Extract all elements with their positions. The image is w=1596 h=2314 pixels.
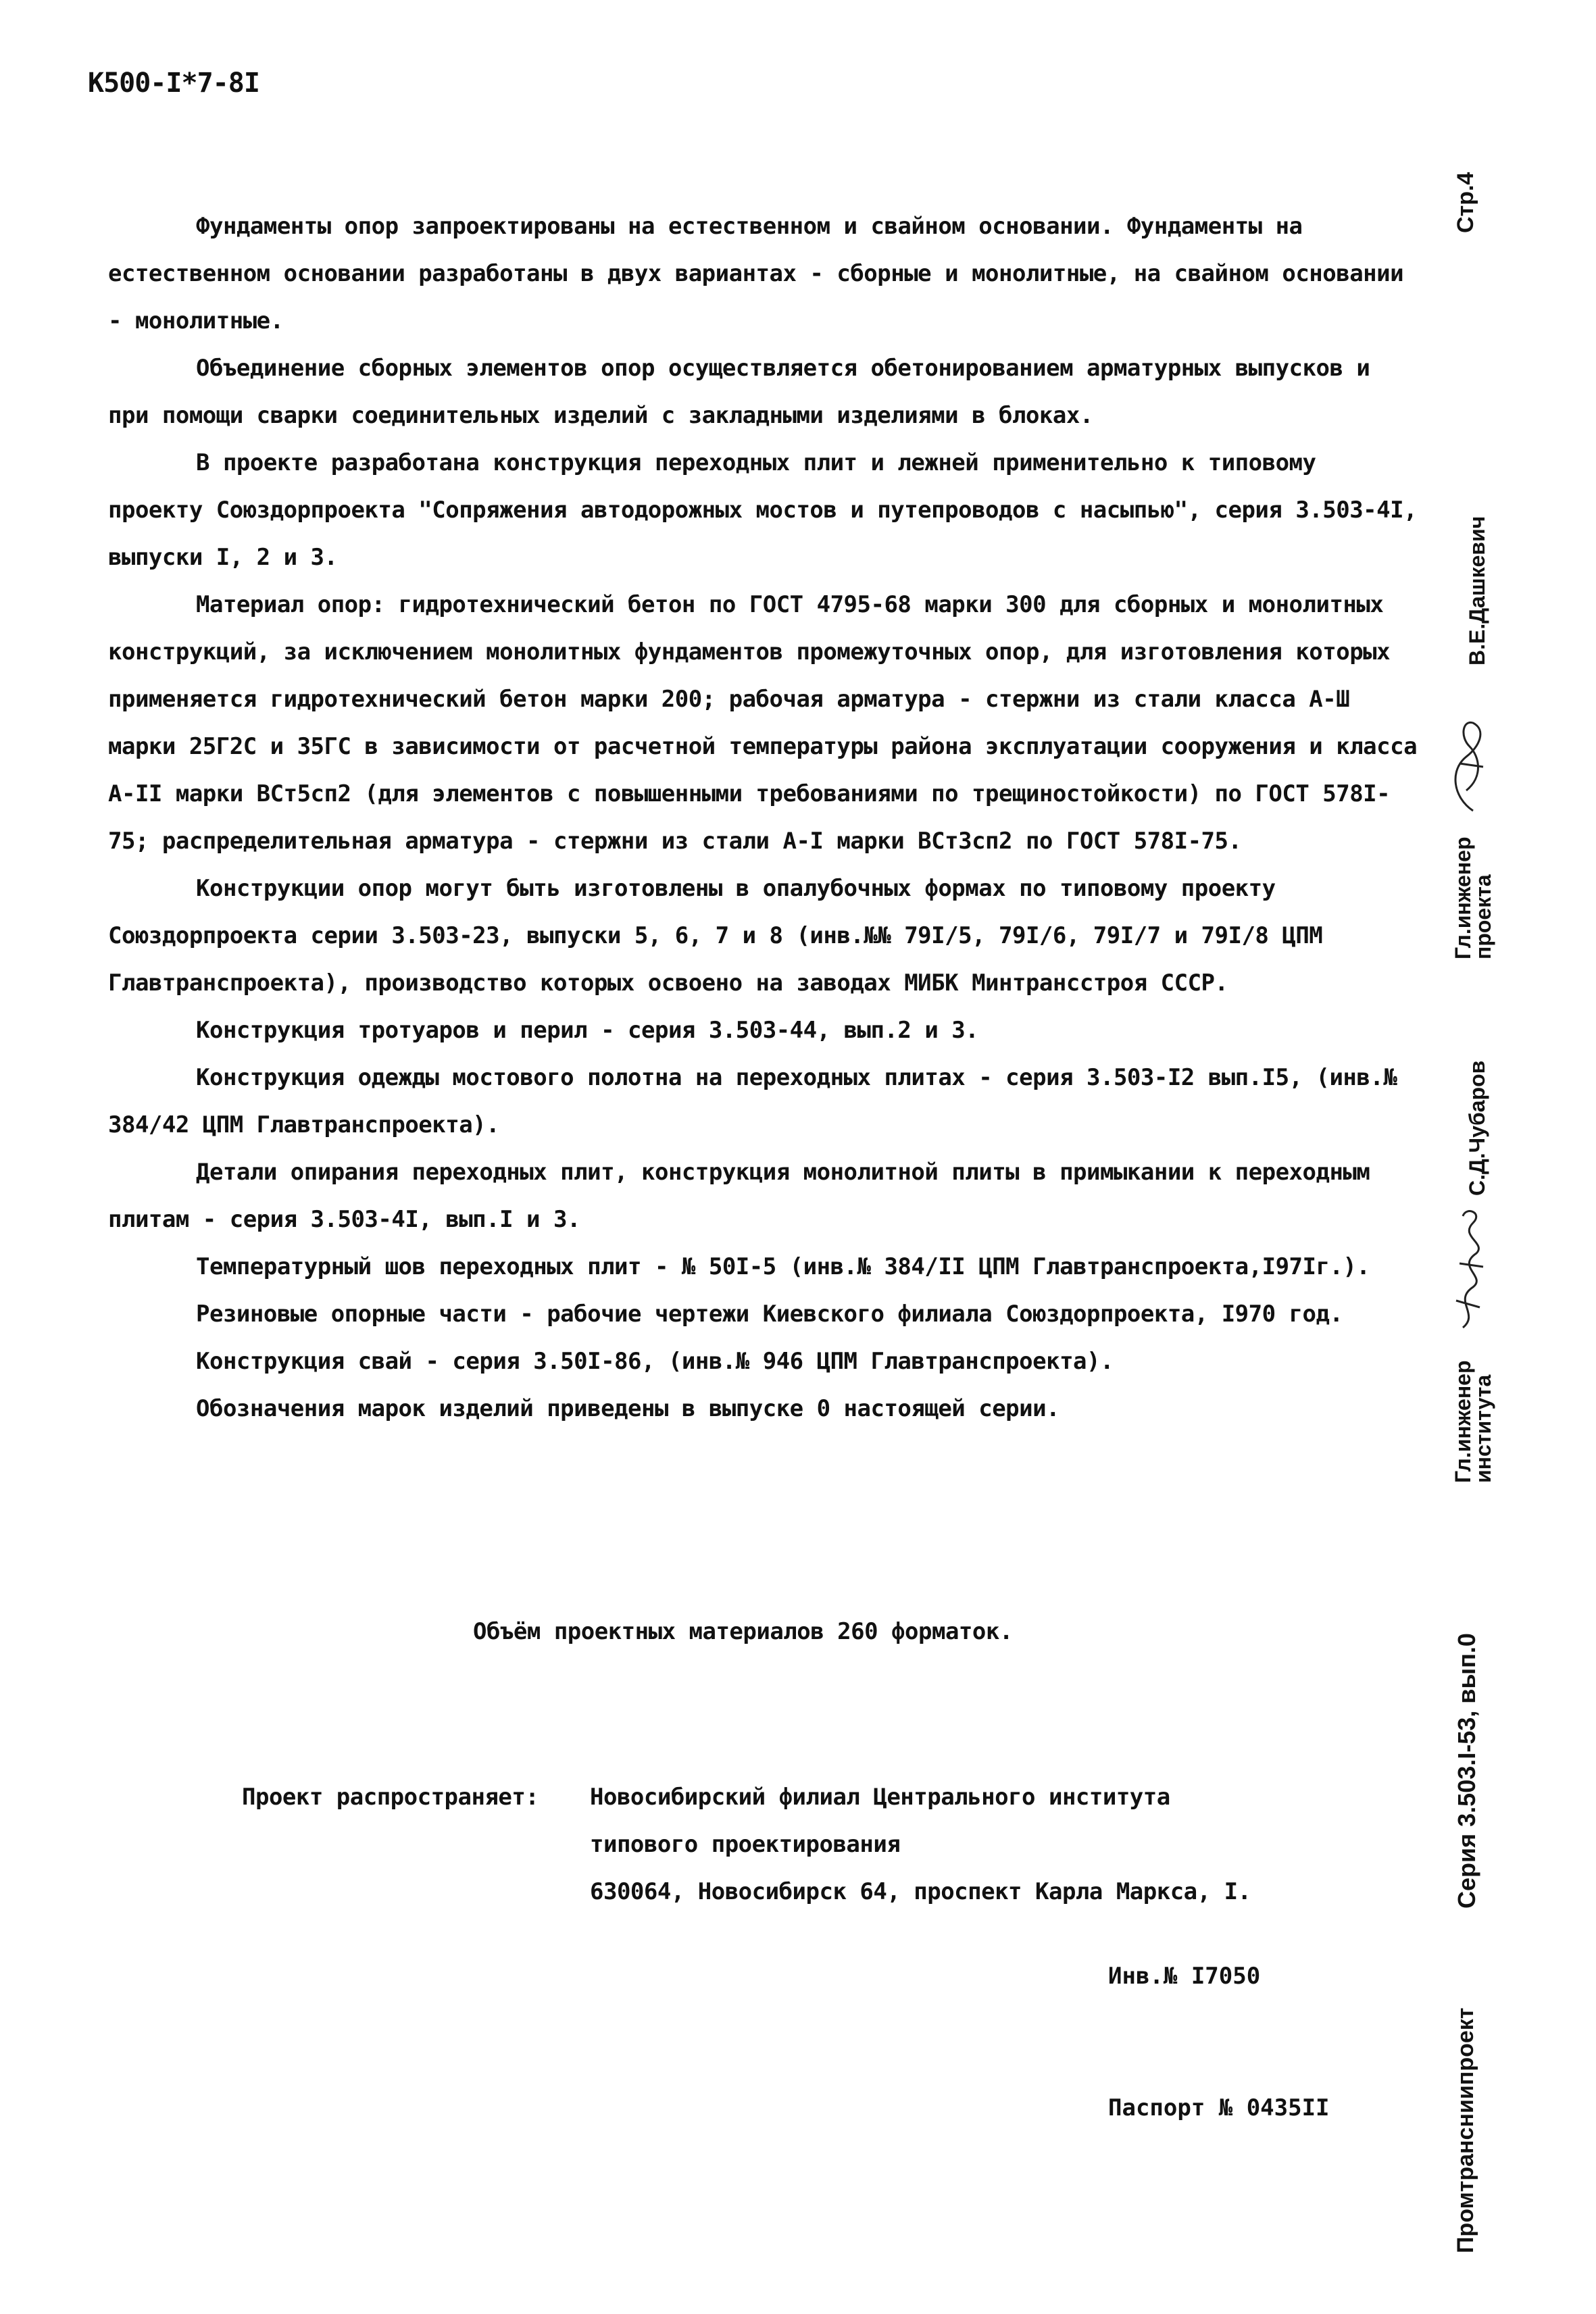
page-number: Стр.4 xyxy=(1453,172,1478,233)
series-stamp: Серия 3.503.I-53, вып.0 xyxy=(1453,1633,1480,1909)
paragraph-designations: Обозначения марок изделий приведены в выпуске 0 настоящей серии. xyxy=(196,1395,1060,1422)
passport-number: Паспорт № 0435II xyxy=(1108,2094,1330,2121)
inventory-number: Инв.№ I7050 xyxy=(1108,1963,1261,1990)
signer-2-role xyxy=(1453,1361,1493,1484)
paragraph-piles: Конструкция свай - серия 3.50I-86, (инв.№ 946 ЦПМ Главтранспроекта). xyxy=(196,1348,1114,1375)
signer-1-name: В.Е.Дашкевич xyxy=(1465,515,1489,665)
signer-2-role-line-2: института xyxy=(1471,1374,1495,1483)
body-text xyxy=(108,203,1419,1432)
signer-1-role-line-1: Гл.инженер xyxy=(1451,836,1475,959)
paragraph-transition-slabs: В проекте разработана конструкция переходных плит и лежней применительно к типовому проекту Союздорпроекта "Сопряжения автодорожных мостов и путепроводов с насыпью", серия 3.503-4I, выпуски I, 2 и 3. xyxy=(108,449,1418,571)
distributor-line-3: 630064, Новосибирск 64, проспект Карла Маркса, I. xyxy=(590,1878,1251,1905)
paragraph-formwork: Конструкции опор могут быть изготовлены в опалубочных формах по типовому проекту Союздорпроекта серии 3.503-23, выпуски 5, 6, 7 и 8 (инв.№№ 79I/5, 79I/6, 79I/7 и 79I/8 ЦПМ Главтранспроекта), производство которых освоено на заводах МИБК Минтрансстроя СССР. xyxy=(108,875,1323,997)
paragraph-sidewalks: Конструкция тротуаров и перил - серия 3.503-44, вып.2 и 3. xyxy=(196,1017,979,1044)
paragraph-slab-support: Детали опирания переходных плит, конструкция монолитной плиты в примыкании к переходным плитам - серия 3.503-4I, вып.I и 3. xyxy=(108,1159,1370,1233)
signer-2-name: С.Д.Чубаров xyxy=(1465,1060,1489,1196)
signature-1-icon xyxy=(1446,716,1493,818)
paragraph-expansion-joint: Температурный шов переходных плит - № 50I-5 (инв.№ 384/II ЦПМ Главтранспроекта,I97Iг.). xyxy=(196,1253,1370,1280)
paragraph-foundations: Фундаменты опор запроектированы на естественном и свайном основании. Фундаменты на естественном основании разработаны в двух вариантах - сборные и монолитные, на свайном основании - монолитные. xyxy=(108,213,1404,334)
paragraph-materials: Материал опор: гидротехнический бетон по ГОСТ 4795-68 марки 300 для сборных и монолитных конструкций, за исключением монолитных фундаментов промежуточных опор, для изготовления которых применяется гидротехнический бетон марки 200; рабочая арматура - стержни из стали класса А-Ш марки 25Г2С и 35ГС в зависимости от расчетной температуры района эксплуатации сооружения и класса А-II марки ВСт5сп2 (для элементов с повышенными требованиями по трещиностойкости) по ГОСТ 578I-75; распределительная арматура - стержни из стали А-I марки ВСт3сп2 по ГОСТ 578I-75. xyxy=(108,591,1418,855)
signer-1-role xyxy=(1453,837,1493,960)
signer-2-role-line-1: Гл.инженер xyxy=(1451,1360,1475,1483)
organization-stamp: Промтрансниипроект xyxy=(1453,2007,1478,2253)
paragraph-deck-surfacing: Конструкция одежды мостового полотна на переходных плитах - серия 3.503-I2 вып.I5, (инв.№ 384/42 ЦПМ Главтранспроекта). xyxy=(108,1064,1397,1138)
distributor-address xyxy=(590,1774,1251,1915)
document-code: К500-I*7-8I xyxy=(88,68,259,99)
distributor-label: Проект распространяет: xyxy=(242,1784,539,1811)
signer-1-role-line-2: проекта xyxy=(1471,874,1495,959)
paragraph-joining: Объединение сборных элементов опор осуществляется обетонированием арматурных выпусков и при помощи сварки соединительных изделий с закладными изделиями в блоках. xyxy=(108,355,1370,429)
paragraph-bearings: Резиновые опорные части - рабочие чертежи Киевского филиала Союздорпроекта, I970 год. xyxy=(196,1301,1343,1328)
signature-2-icon xyxy=(1446,1199,1493,1334)
distributor-line-1: Новосибирский филиал Центрального института xyxy=(590,1784,1170,1811)
distributor-line-2: типового проектирования xyxy=(590,1831,901,1858)
volume-note: Объём проектных материалов 260 форматок. xyxy=(473,1618,1013,1645)
